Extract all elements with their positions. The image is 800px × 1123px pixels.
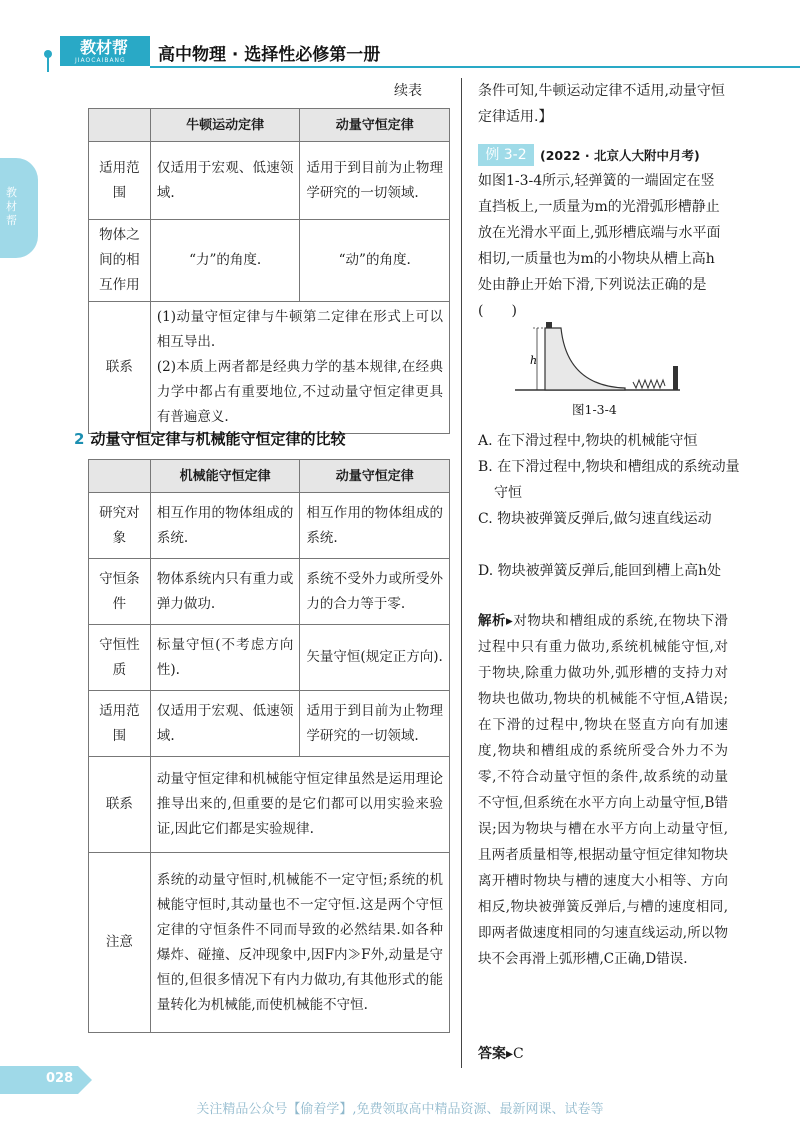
section-number: 2 <box>74 430 85 448</box>
answer-value: C <box>513 1046 524 1062</box>
row-label: 物体之间的相互作用 <box>89 220 151 302</box>
brand-tab: 教材帮 <box>60 36 150 66</box>
example-source: (2022 · 北京人大附中月考) <box>540 148 700 163</box>
table-row <box>89 757 450 853</box>
table-mechanical-vs-momentum <box>88 459 450 1033</box>
table-cell: 适用于到目前为止物理学研究的一切领域. <box>300 691 450 757</box>
row-label: 适用范围 <box>89 142 151 220</box>
footer-text: 关注精品公众号【偷着学】,免费领取高中精品资源、最新网课、试卷等 <box>196 1102 604 1117</box>
table-newton-vs-momentum <box>88 108 450 434</box>
table-cell: 物体系统内只有重力或弹力做功. <box>150 559 300 625</box>
table-row <box>89 559 450 625</box>
table-header-cell: 牛顿运动定律 <box>150 109 300 142</box>
table-header-cell: 动量守恒定律 <box>300 460 450 493</box>
table-header-cell: 动量守恒定律 <box>300 109 450 142</box>
table-header-cell: 机械能守恒定律 <box>150 460 300 493</box>
table-cell: 相互作用的物体组成的系统. <box>300 493 450 559</box>
side-tab-label: 教材帮 <box>6 186 17 227</box>
block <box>546 322 552 328</box>
triangle-icon: ▸ <box>506 1046 514 1062</box>
section-heading <box>74 428 345 449</box>
table-cell: 相互作用的物体组成的系统. <box>150 493 300 559</box>
table-cell: 适用于到目前为止物理学研究的一切领域. <box>300 142 450 220</box>
table-cell-merged: 系统的动量守恒时,机械能不一定守恒;系统的机械能守恒时,其动量也不一定守恒.这是两个守恒定律的守恒条件不同而导致的必然结果.如各种爆炸、碰撞、反冲现象中,因F内≫F外,动量是守恒的,但很多情况下有内力做功,有其他形式的能量转化为机械能,而使机械能不守恒. <box>150 853 449 1033</box>
table-cell: 系统不受外力或所受外力的合力等于零. <box>300 559 450 625</box>
option-d: D. 物块被弹簧反弹后,能回到槽上高h处 <box>478 563 722 579</box>
table-header-row <box>89 460 450 493</box>
table-row <box>89 493 450 559</box>
row-label: 联系 <box>89 302 151 434</box>
wall-plate <box>673 366 678 390</box>
table-cell: “力”的角度. <box>150 220 300 302</box>
triangle-icon: ▸ <box>506 613 513 629</box>
header-divider <box>150 66 800 68</box>
row-label: 注意 <box>89 853 151 1033</box>
example-tag: 例 3-2 <box>478 144 534 166</box>
analysis-block <box>478 608 728 972</box>
intro-text: 条件可知,牛顿运动定律不适用,动量守恒定律适用.】 <box>478 83 725 125</box>
spring <box>633 380 665 388</box>
book-title: 高中物理 · 选择性必修第一册 <box>158 45 381 65</box>
table-header-cell <box>89 109 151 142</box>
option-b: B. 在下滑过程中,物块和槽组成的系统动量守恒 <box>478 459 740 501</box>
section-title: 动量守恒定律与机械能守恒定律的比较 <box>90 430 346 448</box>
option-c: C. 物块被弹簧反弹后,做匀速直线运动 <box>478 511 712 527</box>
table-row <box>89 853 450 1033</box>
option-a: A. 在下滑过程中,物块的机械能守恒 <box>478 433 698 449</box>
row-label: 联系 <box>89 757 151 853</box>
table-cell: 仅适用于宏观、低速领域. <box>150 691 300 757</box>
height-label: h <box>530 354 538 367</box>
continued-label: 续表 <box>394 83 422 99</box>
row-label: 守恒条件 <box>89 559 151 625</box>
row-label: 研究对象 <box>89 493 151 559</box>
row-label: 适用范围 <box>89 691 151 757</box>
row-label: 守恒性质 <box>89 625 151 691</box>
page-number: 028 <box>46 1071 74 1086</box>
pin-icon <box>38 48 58 74</box>
table-header-row <box>89 109 450 142</box>
question-text: 如图1-3-4所示,轻弹簧的一端固定在竖直挡板上,一质量为m的光滑弧形槽静止放在光滑水平面上,弧形槽底端与水平面相切,一质量也为m的小物块从槽上高h处由静止开始下滑,下列说法正确的是 ( ) <box>478 173 735 319</box>
analysis-text: 对物块和槽组成的系统,在物块下滑过程中只有重力做功,系统机械能守恒,对于物块,除重力做功外,弧形槽的支持力对物块也做功,物块的机械能不守恒,A错误;在下滑的过程中,物块在竖直方向有加速度,物块和槽组成的系统所受合外力不为零,不符合动量守恒的条件,故系统的动量不守恒,但系统在水平方向上动量守恒,B错误;因为物块与槽在水平方向上动量守恒,且两者质量相等,根据动量守恒定律知物块离开槽时物块与槽的速度大小相等、方向相反,物块被弹簧反弹后,与槽的速度相同,即两者做速度相同的匀速直线运动,所以物块不会再滑上弧形槽,C正确,D错误. <box>478 613 728 967</box>
table-cell: 仅适用于宏观、低速领域. <box>150 142 300 220</box>
table-cell: 标量守恒(不考虑方向性). <box>150 625 300 691</box>
answer-label: 答案 <box>478 1046 506 1062</box>
table-cell-merged: (1)动量守恒定律与牛顿第二定律在形式上可以相互导出. (2)本质上两者都是经典力学的基本规律,在经典力学中都占有重要地位,不过动量守恒定律更具有普遍意义. <box>150 302 449 434</box>
figure-caption: 图1-3-4 <box>572 402 617 417</box>
arc-groove <box>545 328 625 390</box>
side-tab <box>0 158 38 258</box>
answer-line <box>478 1043 524 1063</box>
figure-diagram <box>515 318 685 396</box>
table-cell-merged: 动量守恒定律和机械能守恒定律虽然是运用理论推导出来的,但重要的是它们都可以用实验来验证,因此它们都是实验规律. <box>150 757 449 853</box>
table-row <box>89 625 450 691</box>
analysis-label: 解析 <box>478 613 507 629</box>
table-row <box>89 142 450 220</box>
table-row <box>89 691 450 757</box>
column-divider <box>461 78 462 1068</box>
table-row <box>89 220 450 302</box>
table-cell: 矢量守恒(规定正方向). <box>300 625 450 691</box>
brand-subtitle: JIAOCAIBANG <box>75 57 126 64</box>
table-cell: “动”的角度. <box>300 220 450 302</box>
table-row <box>89 302 450 434</box>
table-header-cell <box>89 460 151 493</box>
